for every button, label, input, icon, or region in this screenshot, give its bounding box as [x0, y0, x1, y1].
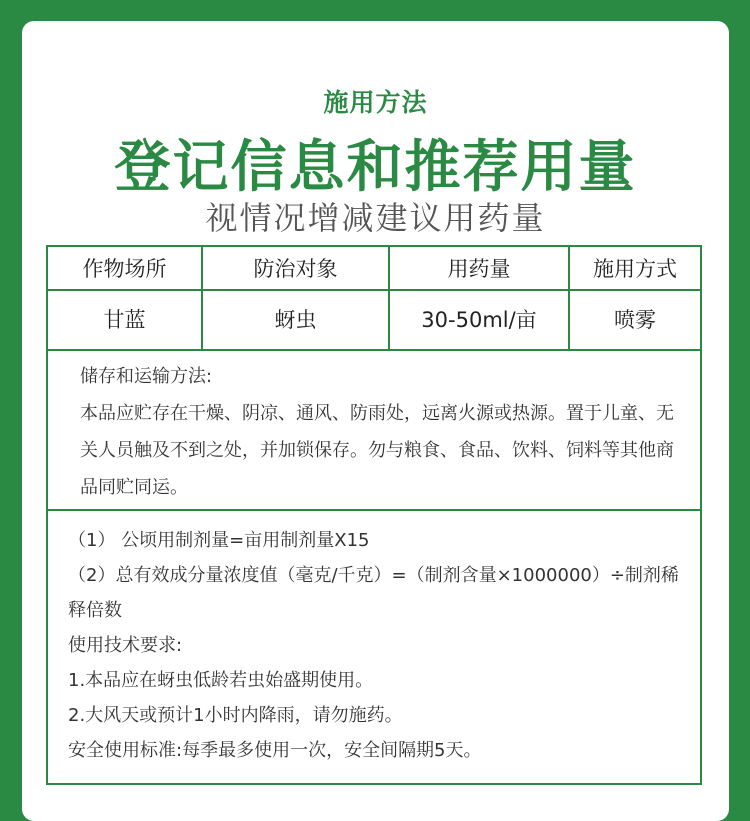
- info-card: [22, 21, 729, 821]
- cell-method: 喷雾: [614, 308, 656, 332]
- dosage-hint: 视情况增减建议用药量: [205, 199, 546, 237]
- tech-requirements-title: 使用技术要求:: [68, 635, 183, 656]
- page-title: 登记信息和推荐用量: [114, 135, 637, 200]
- tech-requirement-1: 1.本品应在蚜虫低龄若虫始盛期使用。: [68, 670, 374, 691]
- cell-crop: 甘蓝: [48, 289, 203, 349]
- cell-dosage: 30-50ml/亩: [390, 289, 570, 349]
- col-header-target: 防治对象: [203, 247, 390, 289]
- formula-concentration: （2）总有效成分量浓度值（毫克/千克）=（制剂含量×1000000）÷制剂稀释倍数: [68, 565, 679, 621]
- col-header-dosage: 用药量: [390, 247, 570, 289]
- table-header-row: [48, 247, 700, 291]
- col-header-method: 施用方式: [593, 257, 677, 281]
- registration-table: [46, 245, 702, 785]
- col-header-crop: 作物场所: [48, 247, 203, 289]
- storage-title: 储存和运输方法:: [80, 366, 213, 387]
- table-row: [48, 289, 700, 351]
- usage-notes: [48, 511, 700, 783]
- tech-requirement-2: 2.大风天或预计1小时内降雨，请勿施药。: [68, 705, 403, 726]
- formula-hectare: （1） 公顷用制剂量=亩用制剂量X15: [68, 530, 370, 551]
- cell-target: 蚜虫: [203, 289, 390, 349]
- storage-body: 本品应贮存在干燥、阴凉、通风、防雨处，远离火源或热源。置于儿童、无关人员触及不到之处，并加锁保存。勿与粮食、食品、饮料、饲料等其他商品同贮同运。: [80, 403, 674, 498]
- section-label: 施用方法: [323, 88, 428, 117]
- storage-section: [48, 349, 700, 511]
- safety-standard: 安全使用标准:每季最多使用一次，安全间隔期5天。: [68, 740, 482, 761]
